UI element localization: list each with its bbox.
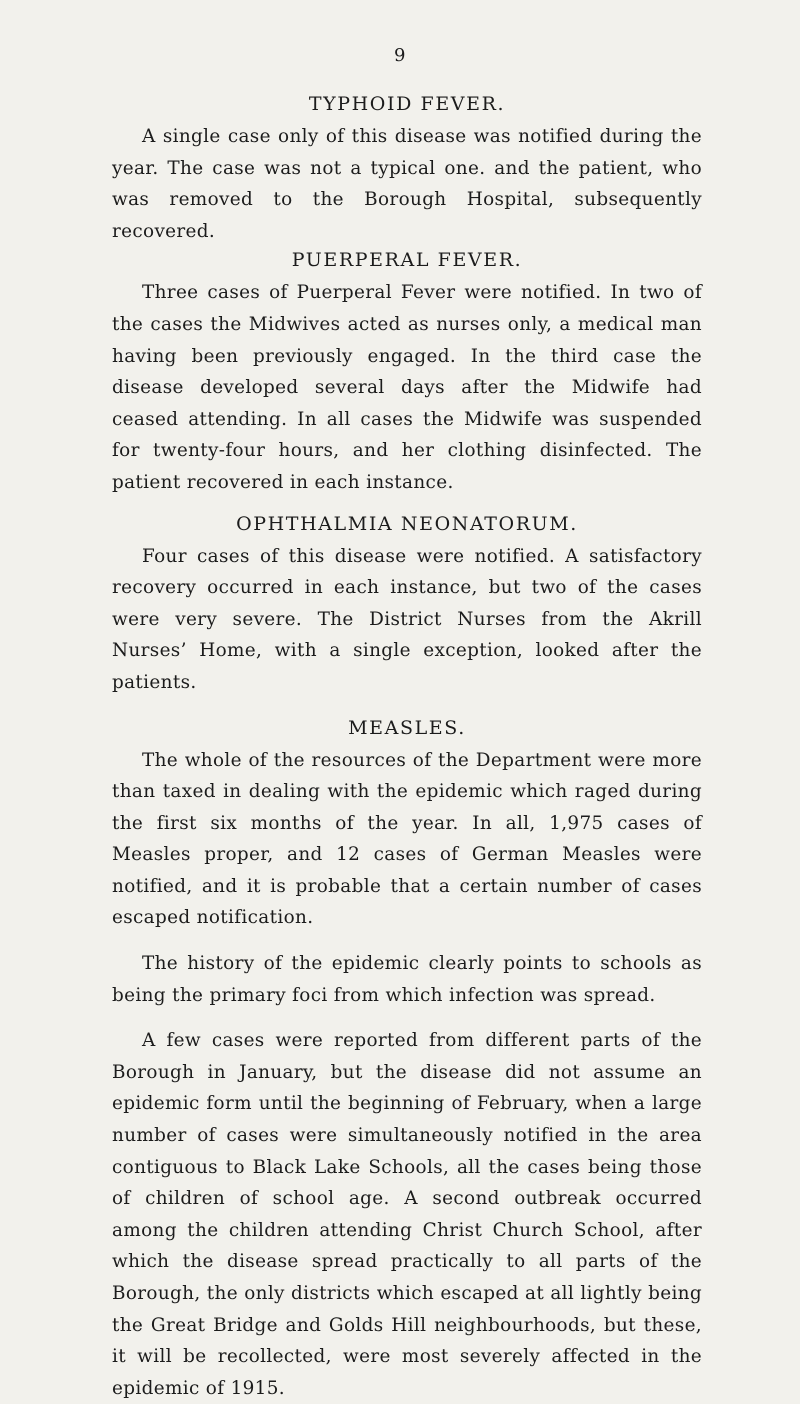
section-heading-typhoid: TYPHOID FEVER. (112, 93, 702, 115)
page-number: 9 (0, 45, 800, 66)
paragraph-measles-2: The history of the epidemic clearly points to schools as being the primary foci from which infection was spread. (112, 948, 702, 1011)
document-body (112, 93, 702, 1404)
section-heading-puerperal: PUERPERAL FEVER. (112, 249, 702, 271)
paragraph-measles-3: A few cases were reported from different parts of the Borough in January, but the disease did not assume an epidemic form until the beginning of February, when a large number of cases were simultaneously notified in the area contiguous to Black Lake Schools, all the cases being those of children of school age. A second outbreak occurred among the children attending Christ Church School, after which the disease spread practically to all parts of the Borough, the only districts which escaped at all lightly being the Great Bridge and Golds Hill neighbourhoods, but these, it will be recollected, were most severely affected in the epidemic of 1915. (112, 1025, 702, 1404)
paragraph-ophthalmia-1: Four cases of this disease were notified. A satisfactory recovery occurred in each instance, but two of the cases were very severe. The District Nurses from the Akrill Nurses’ Home, with a single exception, looked after the patients. (112, 541, 702, 699)
paragraph-puerperal-1: Three cases of Puerperal Fever were notified. In two of the cases the Midwives acted as nurses only, a medical man having been previously engaged. In the third case the disease developed several days after the Midwife had ceased attending. In all cases the Midwife was suspended for twenty-four hours, and her clothing disinfected. The patient recovered in each instance. (112, 277, 702, 498)
section-ophthalmia-neonatorum (112, 513, 702, 699)
section-heading-ophthalmia: OPHTHALMIA NEONATORUM. (112, 513, 702, 535)
paragraph-measles-1: The whole of the resources of the Department were more than taxed in dealing with the epidemic which raged during the first six months of the year. In all, 1,975 cases of Measles proper, and 12 cases of German Measles were notified, and it is probable that a certain number of cases escaped notification. (112, 745, 702, 935)
section-heading-measles: MEASLES. (112, 717, 702, 739)
section-measles (112, 717, 702, 1404)
section-puerperal-fever (112, 249, 702, 498)
paragraph-typhoid-1: A single case only of this disease was notified during the year. The case was not a typical one. and the patient, who was removed to the Borough Hospital, subsequently recovered. (112, 121, 702, 247)
section-typhoid-fever (112, 93, 702, 247)
